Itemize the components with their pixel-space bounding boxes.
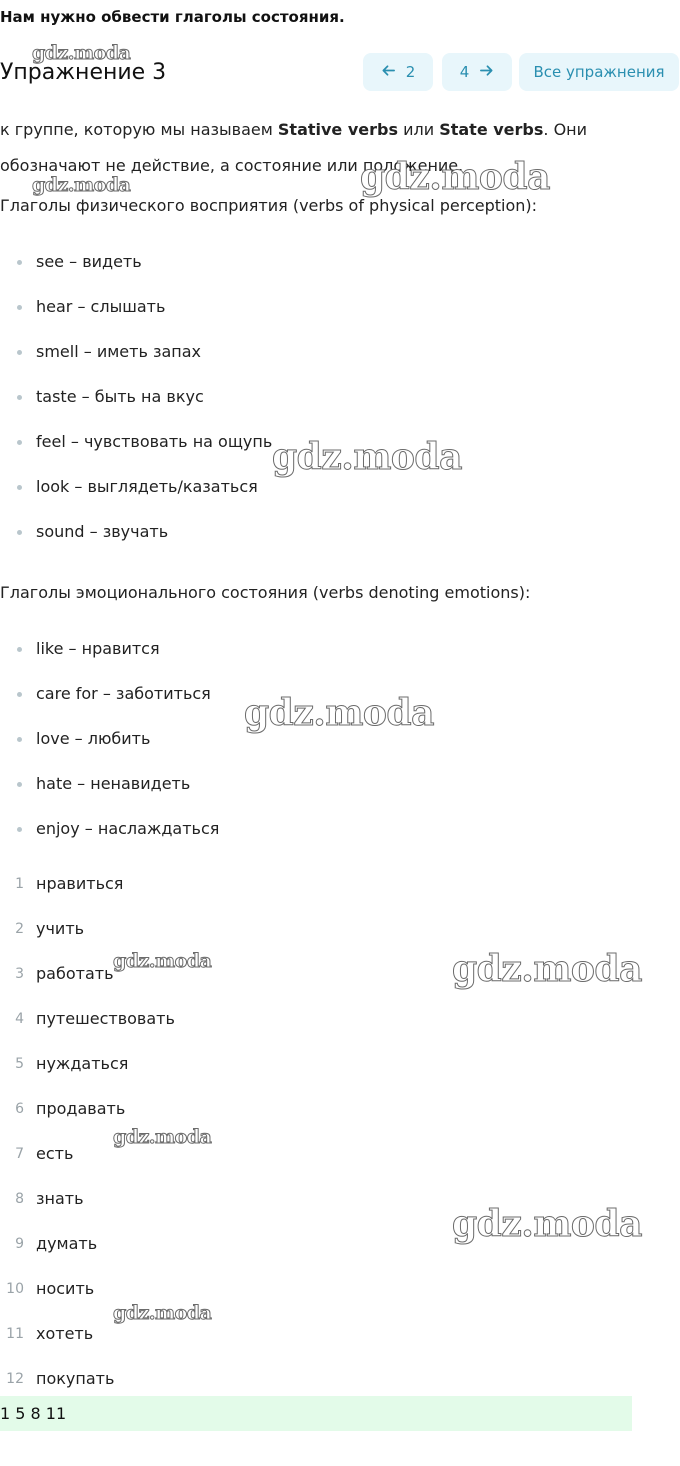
intro-text-3: . Они обозначают не действие, а состояние или положение.	[0, 120, 588, 175]
item-number: 3	[15, 966, 24, 982]
next-exercise-label: 4	[459, 63, 470, 81]
exercise-title: Упражнение 3	[0, 60, 167, 85]
watermark: gdz.moda	[113, 1302, 212, 1324]
item-text: покупать	[36, 1369, 115, 1388]
item-number: 2	[15, 921, 24, 937]
item-text: носить	[36, 1279, 95, 1298]
watermark: gdz.moda	[244, 692, 434, 734]
physical-heading: Глаголы физического восприятия (verbs of physical perception):	[0, 196, 538, 215]
item-number: 9	[15, 1236, 24, 1252]
prev-exercise-label: 2	[405, 63, 416, 81]
item-text: путешествовать	[36, 1009, 175, 1028]
bullet-icon	[17, 260, 22, 265]
list-item	[0, 1007, 175, 1052]
item-text: нуждаться	[36, 1054, 129, 1073]
emotion-verbs-list	[0, 637, 219, 862]
list-item: hate – ненавидеть	[0, 772, 219, 817]
bullet-icon	[17, 440, 22, 445]
bullet-icon	[17, 485, 22, 490]
item-text: есть	[36, 1144, 74, 1163]
item-text: работать	[36, 964, 114, 983]
intro-text-1: к группе, которую мы называем	[0, 120, 278, 139]
watermark: gdz.moda	[272, 436, 462, 478]
item-number: 5	[15, 1056, 24, 1072]
bullet-icon	[17, 305, 22, 310]
item-text: знать	[36, 1189, 84, 1208]
bullet-icon	[17, 647, 22, 652]
item-number: 6	[15, 1101, 24, 1117]
physical-verbs-list	[0, 250, 272, 565]
task-title: Нам нужно обвести глаголы состояния.	[0, 8, 345, 26]
all-exercises-button[interactable]: Все упражнения	[519, 53, 679, 91]
watermark: gdz.moda	[452, 1203, 642, 1245]
item-number: 1	[15, 876, 24, 892]
list-item	[0, 872, 175, 917]
item-text: нравиться	[36, 874, 124, 893]
bullet-icon	[17, 530, 22, 535]
bullet-icon	[17, 692, 22, 697]
prev-exercise-button[interactable]	[363, 53, 433, 91]
item-number: 7	[15, 1146, 24, 1162]
list-item: see – видеть	[0, 250, 272, 295]
arrow-left-icon	[381, 63, 396, 82]
list-item: like – нравится	[0, 637, 219, 682]
list-item	[0, 1142, 175, 1187]
item-number: 8	[15, 1191, 24, 1207]
bullet-icon	[17, 350, 22, 355]
intro-bold-state: State verbs	[439, 120, 544, 139]
watermark: gdz.moda	[452, 948, 642, 990]
intro-text-2: или	[398, 120, 440, 139]
list-item: hear – слышать	[0, 295, 272, 340]
watermark: gdz.moda	[113, 1126, 212, 1148]
bullet-icon	[17, 782, 22, 787]
item-number: 4	[15, 1011, 24, 1027]
list-item: smell – иметь запах	[0, 340, 272, 385]
watermark: gdz.moda	[32, 42, 131, 64]
arrow-right-icon	[479, 63, 494, 82]
bullet-icon	[17, 395, 22, 400]
item-text: хотеть	[36, 1324, 94, 1343]
item-number: 11	[6, 1326, 24, 1342]
answer-box: 1 5 8 11	[0, 1396, 632, 1431]
item-number: 12	[6, 1371, 24, 1387]
list-item	[0, 1232, 175, 1277]
list-item: taste – быть на вкус	[0, 385, 272, 430]
item-text: думать	[36, 1234, 98, 1253]
bullet-icon	[17, 737, 22, 742]
bullet-icon	[17, 827, 22, 832]
list-item	[0, 1187, 175, 1232]
emotions-heading: Глаголы эмоционального состояния (verbs denoting emotions):	[0, 583, 531, 602]
intro-bold-stative: Stative verbs	[277, 120, 398, 139]
next-exercise-button[interactable]	[442, 53, 512, 91]
list-item: care for – заботиться	[0, 682, 219, 727]
list-item: sound – звучать	[0, 520, 272, 565]
list-item: look – выглядеть/казаться	[0, 475, 272, 520]
item-text: учить	[36, 919, 85, 938]
list-item: love – любить	[0, 727, 219, 772]
item-text: продавать	[36, 1099, 126, 1118]
watermark: gdz.moda	[32, 174, 131, 196]
list-item: feel – чувствовать на ощупь	[0, 430, 272, 475]
list-item	[0, 1052, 175, 1097]
list-item: enjoy – наслаждаться	[0, 817, 219, 862]
list-item	[0, 1322, 175, 1367]
watermark: gdz.moda	[360, 156, 550, 198]
watermark: gdz.moda	[113, 950, 212, 972]
item-number: 10	[6, 1281, 24, 1297]
